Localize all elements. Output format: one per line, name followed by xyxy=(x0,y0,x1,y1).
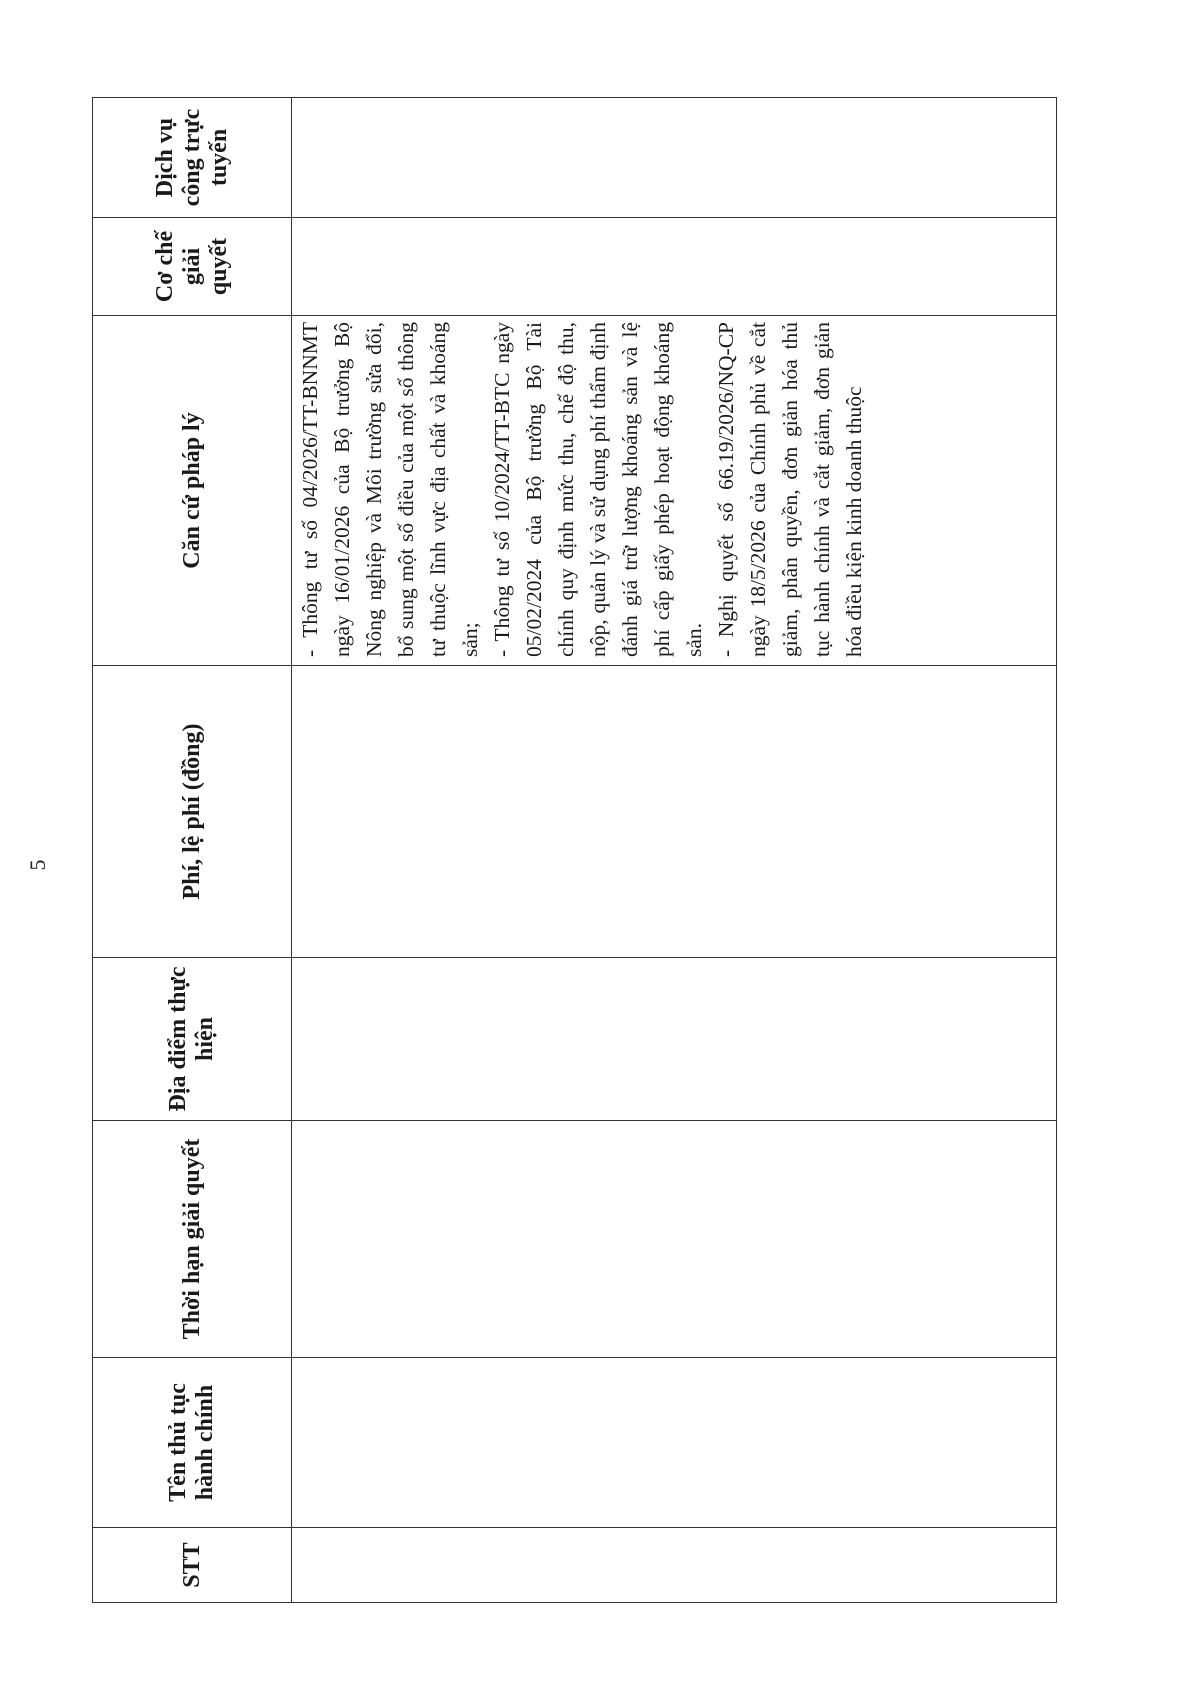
header-fees: Phí, lệ phí (đồng) xyxy=(93,666,292,958)
cell-deadline xyxy=(292,1121,1057,1358)
legal-basis-item: - Thông tư số 10/2024/TT-BTC ngày 05/02/2024 của Bộ trưởng Bộ Tài chính quy định mức thu, chế độ thu, nộp, quản lý và sử dụng phí thẩm định đánh giá trữ lượng khoáng sản và lệ phí cấp giấy phép hoạt động khoáng sản. xyxy=(490,322,706,657)
header-mechanism: Cơ chế giải quyết xyxy=(93,218,292,316)
header-legal-basis: Căn cứ pháp lý xyxy=(93,316,292,666)
cell-stt xyxy=(292,1528,1057,1603)
header-stt: STT xyxy=(93,1528,292,1603)
legal-basis-text xyxy=(292,316,1054,665)
cell-procedure-name xyxy=(292,1358,1057,1528)
legal-basis-item: - Thông tư số 04/2026/TT-BNNMT ngày 16/01/2026 của Bộ trưởng Bộ Nông nghiệp và Môi trường sửa đổi, bổ sung một số điều của một số thông tư thuộc lĩnh vực địa chất và khoáng sản; xyxy=(298,322,482,657)
cell-legal-basis xyxy=(292,316,1057,666)
procedure-table-rotated xyxy=(92,98,1057,1603)
procedure-table xyxy=(92,97,1057,1603)
header-row xyxy=(93,98,292,1603)
cell-online-service xyxy=(292,98,1057,218)
table-row xyxy=(292,98,1057,1603)
header-location: Địa điểm thực hiện xyxy=(93,958,292,1121)
header-online-service: Dịch vụ công trực tuyến xyxy=(93,98,292,218)
cell-mechanism xyxy=(292,218,1057,316)
cell-fees xyxy=(292,666,1057,958)
page-number: 5 xyxy=(25,859,50,871)
header-deadline: Thời hạn giải quyết xyxy=(93,1121,292,1358)
header-procedure-name: Tên thủ tục hành chính xyxy=(93,1358,292,1528)
cell-location xyxy=(292,958,1057,1121)
legal-basis-item: - Nghị quyết số 66.19/2026/NQ-CP ngày 18/5/2026 của Chính phủ về cắt giảm, phân quyền, đơn giản hóa thủ tục hành chính và cắt giảm, đơn giản hóa điều kiện kinh doanh thuộc xyxy=(714,322,866,657)
